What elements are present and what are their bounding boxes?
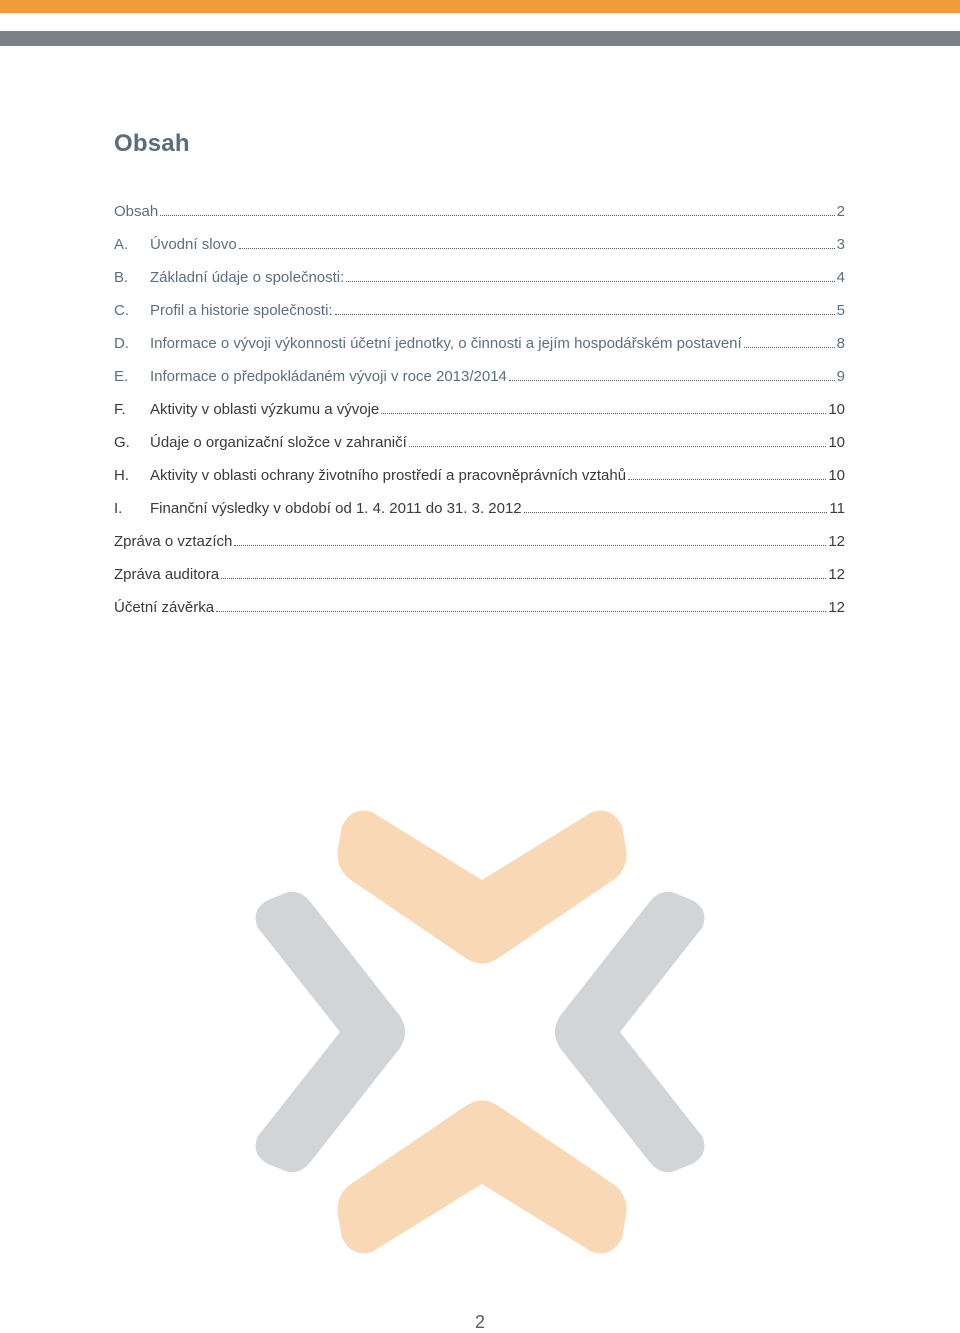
toc-page-number: 4 bbox=[836, 269, 845, 286]
toc-entry-letter: I. bbox=[114, 500, 123, 517]
toc-entry-text: Základní údaje o společnosti: bbox=[150, 269, 345, 286]
toc-entry-text: Informace o vývoji výkonnosti účetní jednotky, o činnosti a jejím hospodářském postavení bbox=[150, 335, 742, 352]
toc-entry-letter: D. bbox=[114, 335, 129, 352]
toc-entry-letter: A. bbox=[114, 236, 129, 253]
toc-page-number: 8 bbox=[836, 335, 845, 352]
toc-entry-text: Aktivity v oblasti ochrany životního prostředí a pracovněprávních vztahů bbox=[150, 467, 627, 484]
toc-page-number: 2 bbox=[836, 203, 845, 220]
toc-entry-text: Úvodní slovo bbox=[150, 236, 237, 253]
toc-page-number: 12 bbox=[828, 566, 845, 583]
page-number: 2 bbox=[474, 1312, 485, 1332]
toc-page-number: 11 bbox=[829, 500, 845, 517]
toc-entry-text: Aktivity v oblasti výzkumu a vývoje bbox=[150, 401, 380, 418]
logo-gray-left-chevron bbox=[256, 892, 405, 1173]
toc-entry-text: Údaje o organizační složce v zahraničí bbox=[150, 434, 407, 451]
logo-orange-bottom-chevron bbox=[337, 1101, 626, 1254]
toc-entry-text: Zpráva o vztazích bbox=[114, 533, 233, 550]
toc-entry-text: Profil a historie společnosti: bbox=[150, 302, 333, 319]
logo-orange-top-chevron bbox=[337, 811, 626, 964]
toc-entry-text: Zpráva auditora bbox=[114, 566, 220, 583]
toc-entry-letter: C. bbox=[114, 302, 129, 319]
toc-entry-letter: E. bbox=[114, 368, 129, 385]
toc-entry-text: Účetní závěrka bbox=[114, 599, 215, 616]
toc-entry-letter: B. bbox=[114, 269, 129, 286]
toc-page-number: 12 bbox=[828, 533, 845, 550]
toc-page-number: 5 bbox=[836, 302, 845, 319]
toc-entry-text: Informace o předpokládaném vývoji v roce 2013/2014 bbox=[150, 368, 507, 385]
toc-page-number: 3 bbox=[836, 236, 845, 253]
toc-entry-letter: H. bbox=[114, 467, 129, 484]
toc-page-number: 9 bbox=[836, 368, 845, 385]
toc-page-number: 10 bbox=[828, 401, 845, 418]
toc-entry-letter: G. bbox=[114, 434, 130, 451]
toc-entry-letter: F. bbox=[114, 401, 126, 418]
toc-page-number: 12 bbox=[828, 599, 845, 616]
toc-page-number: 10 bbox=[828, 434, 845, 451]
page-title: Obsah bbox=[114, 130, 190, 157]
toc-entry-text: Finanční výsledky v období od 1. 4. 2011 do 31. 3. 2012 bbox=[150, 500, 522, 517]
toc-page-number: 10 bbox=[828, 467, 845, 484]
logo-gray-right-chevron bbox=[555, 892, 704, 1173]
toc-entry-text: Obsah bbox=[114, 203, 159, 220]
